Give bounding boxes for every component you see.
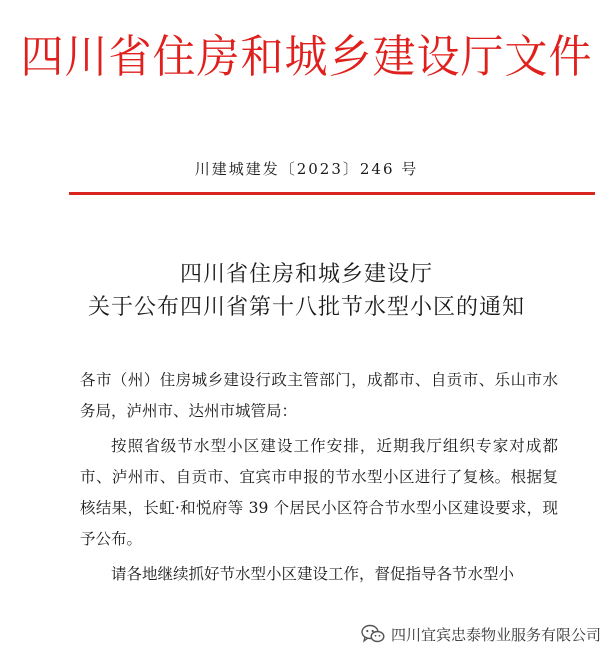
- notice-title: [0, 258, 613, 324]
- wechat-watermark: [361, 622, 601, 646]
- document-number: 川建城建发〔2023〕246 号: [194, 160, 419, 178]
- addressee-paragraph: 各市（州）住房城乡建设行政主管部门，成都市、自贡市、乐山市水务局，泸州市、达州市城管局：: [80, 371, 558, 420]
- agency-header-title: 四川省住房和城乡建设厅文件: [20, 31, 593, 84]
- body-paragraph-1: 按照省级节水型小区建设工作安排，近期我厅组织专家对成都市、泸州市、自贡市、宜宾市申报的节水型小区进行了复核。根据复核结果，长虹·和悦府等 39 个居民小区符合节水型小区建设要求，现予公布。: [80, 437, 558, 548]
- wechat-icon: [361, 624, 385, 644]
- notice-body: [80, 365, 558, 590]
- watermark-text: 四川宜宾忠泰物业服务有限公司: [390, 625, 601, 644]
- header-red-rule: [69, 192, 595, 195]
- body-paragraph-2: 请各地继续抓好节水型小区建设工作，督促指导各节水型小: [111, 565, 515, 583]
- notice-title-line-2: 关于公布四川省第十八批节水型小区的通知: [87, 295, 525, 320]
- notice-title-line-1: 四川省住房和城乡建设厅: [179, 262, 433, 287]
